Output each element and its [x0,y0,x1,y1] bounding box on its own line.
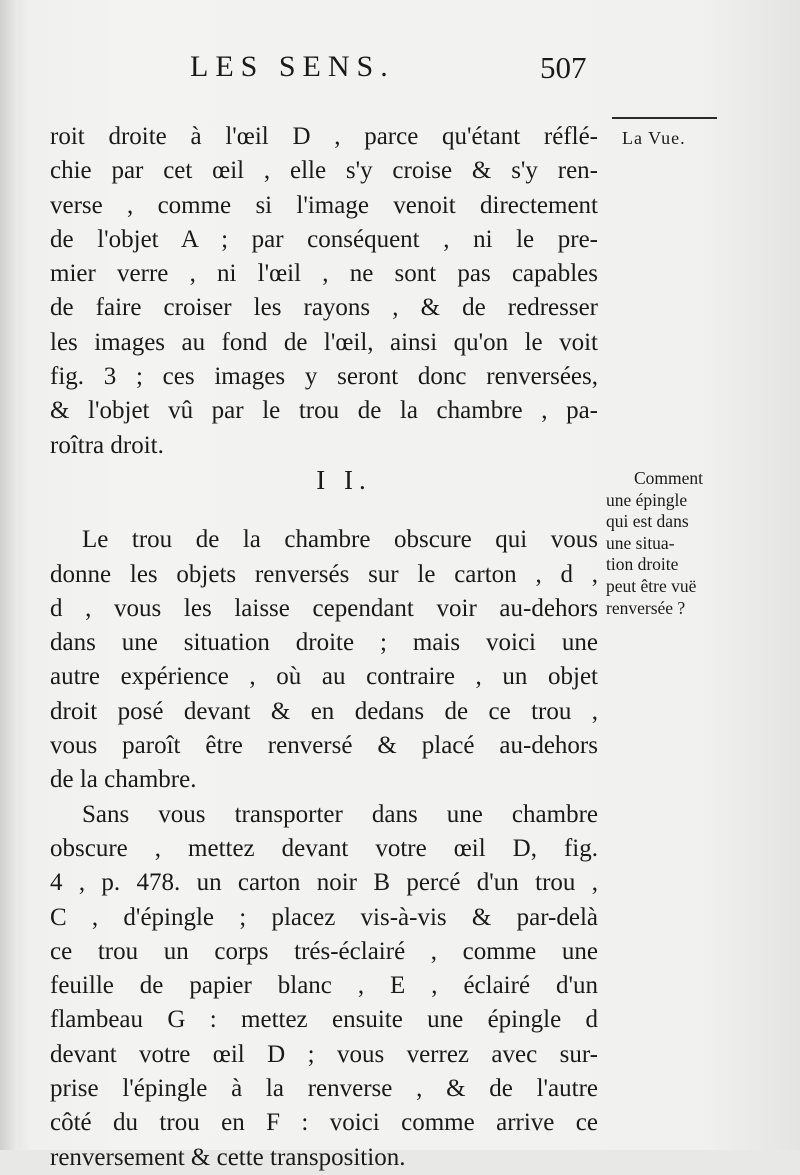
margin-note-line: renversée ? [606,597,686,618]
text-line: dans une situation droite ; mais voici une [50,629,598,657]
running-head: LES SENS. [190,50,395,83]
text-line: ce trou un corps trés-éclairé , comme une [50,937,598,965]
text-line: donne les objets renversés sur le carton , d , [50,560,598,588]
margin-note-line: qui est dans [606,511,689,532]
text-line: & l'objet vû par le trou de la chambre , pa- [50,397,598,425]
text-line: roîtra droit. [50,431,164,459]
text-line: mier verre , ni l'œil , ne sont pas capables [50,260,598,288]
text-line: vous paroît être renversé & placé au-dehors [50,732,598,760]
text-line: verse , comme si l'image venoit directement [50,191,598,219]
text-line: Sans vous transporter dans une chambre [82,800,598,828]
body-text [50,120,598,1175]
text-line: d , vous les laisse cependant voir au-dehors [50,594,598,622]
text-line: obscure , mettez devant votre œil D, fig. [50,834,598,862]
text-line: Le trou de la chambre obscure qui vous [82,526,598,554]
text-line: prise l'épingle à la renverse , & de l'autre [50,1075,598,1103]
text-line: feuille de papier blanc , E , éclairé d'un [50,972,598,1000]
text-line: C , d'épingle ; placez vis-à-vis & par-delà [50,903,598,931]
margin-note-line: tion droite [606,554,679,575]
side-heading-rule [612,117,717,119]
text-line: renversement & cette transposition. [50,1143,406,1171]
side-heading: La Vue. [622,128,686,148]
text-line: flambeau G : mettez ensuite une épingle d [50,1006,598,1034]
text-line: de faire croiser les rayons , & de redresser [50,294,598,322]
text-line: 4 , p. 478. un carton noir B percé d'un trou , [50,869,598,897]
text-line: devant votre œil D ; vous verrez avec sur- [50,1040,598,1068]
section-number: I I. [316,464,372,495]
text-line: de l'objet A ; par conséquent , ni le pre- [50,225,598,253]
margin-note-line: une épingle [606,489,688,510]
text-line: droit posé devant & en dedans de ce trou , [50,697,598,725]
paragraph [50,523,598,797]
margin-note-line: une situa- [606,532,675,553]
page-gutter [0,0,18,1150]
text-line: de la chambre. [50,766,197,794]
text-line: autre expérience , où au contraire , un objet [50,663,598,691]
page-number: 507 [540,50,587,85]
margin-note-line: peut être vuë [606,575,697,596]
text-line: côté du trou en F : voici comme arrive ce [50,1109,598,1137]
paragraph [50,120,598,463]
text-line: les images au fond de l'œil, ainsi qu'on le voit [50,328,598,356]
text-line: roit droite à l'œil D , parce qu'étant réflé- [50,123,598,150]
margin-note [606,468,731,619]
text-line: fig. 3 ; ces images y seront donc renversées, [50,363,598,391]
margin-note-line: Comment [633,468,704,488]
text-line: chie par cet œil , elle s'y croise & s'y ren- [50,157,598,185]
paragraph [50,798,598,1175]
